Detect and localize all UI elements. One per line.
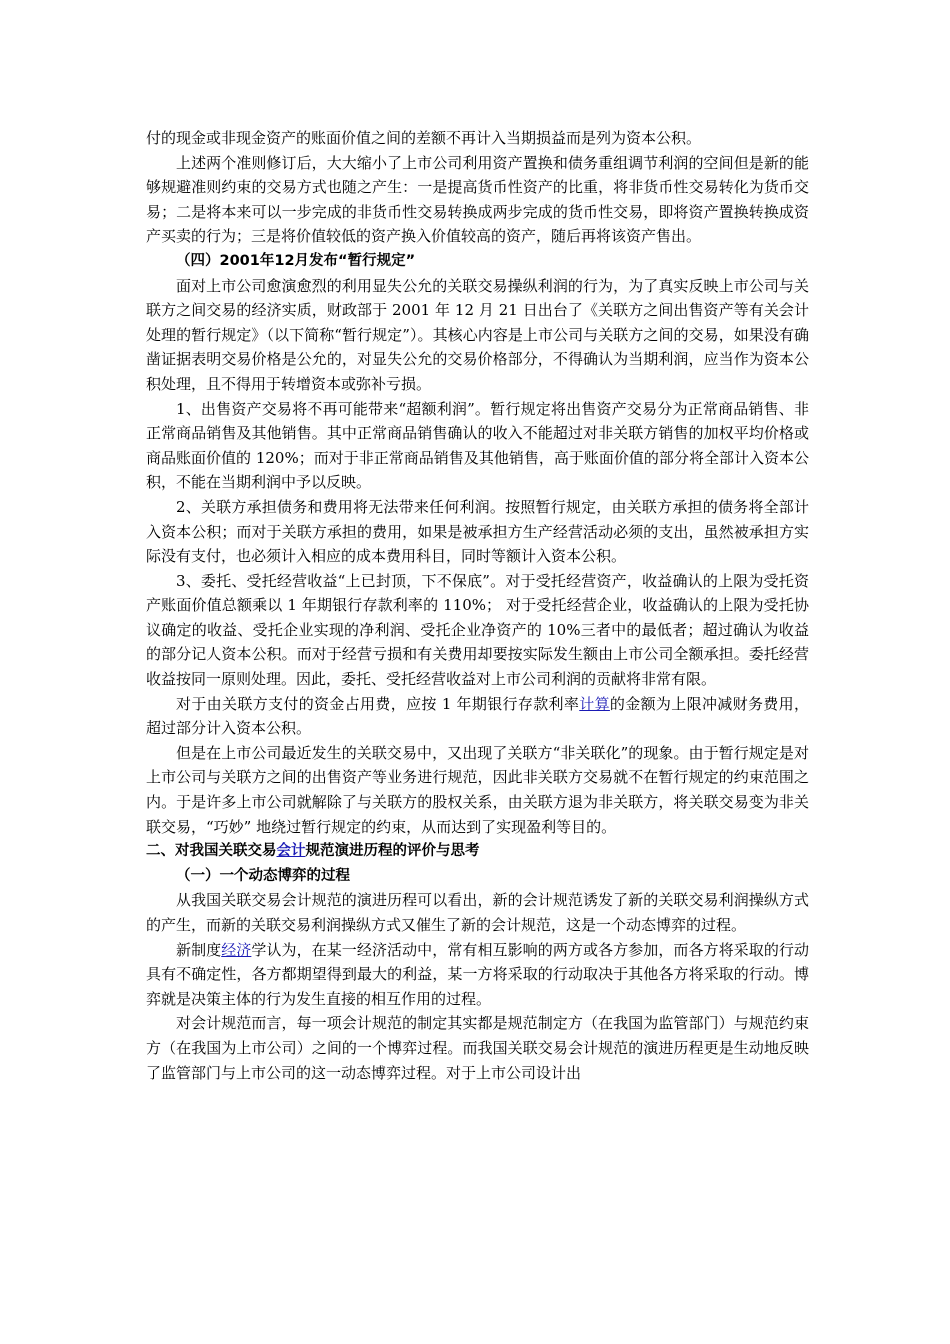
- section-heading-4: （四）2001年12月发布“暂行规定”: [176, 252, 416, 269]
- paragraph-regulation-game: 对会计规范而言，每一项会计规范的制定其实都是规范制定方（在我国为监管部门）与规范约束方（在我国为上市公司）之间的一个博弈过程。而我国关联交易会计规范的演进历程更是生动地反映了监管部门与上市公司的这一动态博弈过程。对于上市公司设计出: [146, 1014, 809, 1082]
- link-calculate[interactable]: 计算: [579, 694, 610, 713]
- heading-fragment: 规范演进历程的评价与思考: [305, 843, 480, 860]
- document-page: [146, 126, 809, 1085]
- paragraph-institutional-economics: [146, 938, 809, 1012]
- paragraph-continuation: 付的现金或非现金资产的账面价值之间的差额不再计入当期损益而是列为资本公积。: [146, 129, 702, 147]
- paragraph-dynamic-game: 从我国关联交易会计规范的演进历程可以看出，新的会计规范诱发了新的关联交易利润操纵方式的产生，而新的关联交易利润操纵方式又催生了新的会计规范，这是一个动态博弈的过程。: [146, 891, 809, 934]
- text-fragment: 新制度: [176, 940, 222, 959]
- paragraph-standards-revision: 上述两个准则修订后，大大缩小了上市公司利用资产置换和债务重组调节利润的空间但是新的能够规避准则约束的交易方式也随之产生：一是提高货币性资产的比重，将非货币性交易转化为货币交易；二是将本来可以一步完成的非货币性交易转换成两步完成的货币性交易，即将资产置换转换成资产买卖的行为；三是将价值较低的资产换入价值较高的资产，随后再将该资产售出。: [146, 153, 809, 246]
- section-heading-1: （一）一个动态博弈的过程: [176, 867, 350, 884]
- text-fragment: 对于由关联方支付的资金占用费，应按 1 年期银行存款利率: [176, 694, 580, 713]
- paragraph-capital-fee: [146, 692, 809, 741]
- paragraph-point-2: 2、关联方承担债务和费用将无法带来任何利润。按照暂行规定，由关联方承担的债务将全部计入资本公积；而对于关联方承担的费用，如果是被承担方生产经营活动必须的支出，虽然被承担方实际没有支付，也必须计入相应的成本费用科目，同时等额计入资本公积。: [146, 497, 809, 566]
- paragraph-point-3: 3、委托、受托经营收益“上已封顶，下不保底”。对于受托经营资产，收益确认的上限为受托资产账面价值总额乘以 1 年期银行存款利率的 110%； 对于受托经营企业，收益确认的上限为受托协议确定的收益、受托企业实现的净利润、受托企业净资产的 10%三者中的最低者；超过确认为收益的部分记人资本公积。而对于经营亏损和有关费用却要按实际发生额由上市公司全额承担。委托经营收益按同一原则处理。因此，委托、受托经营收益对上市公司利润的贡献将非常有限。: [146, 571, 809, 689]
- paragraph-non-related: 但是在上市公司最近发生的关联交易中，又出现了关联方“非关联化”的现象。由于暂行规定是对上市公司与关联方之间的出售资产等业务进行规范，因此非关联方交易就不在暂行规定的约束范围之内。于是许多上市公司就解除了与关联方的股权关系，由关联方退为非关联方，将关联交易变为非关联交易，“巧妙” 地绕过暂行规定的约束，从而达到了实现盈利等目的。: [146, 743, 809, 836]
- paragraph-point-1: 1、出售资产交易将不再可能带来“超额利润”。暂行规定将出售资产交易分为正常商品销售、非正常商品销售及其他销售。其中正常商品销售确认的收入不能超过对非关联方销售的加权平均价格或商品账面价值的 120%；而对于非正常商品销售及其他销售，高于账面价值的部分将全部计入资本公积，不能在当期利润中予以反映。: [146, 399, 809, 492]
- text-fragment: 学认为，在某一经济活动中，常有相互影响的两方或各方参加，而各方将采取的行动具有不确定性，各方都期望得到最大的利益，某一方将采取的行动取决于其他各方将采取的行动。博弈就是决策主体的行为发生直接的相互作用的过程。: [146, 940, 809, 1008]
- link-accounting[interactable]: 会计: [276, 843, 306, 860]
- paragraph-interim-regulation: 面对上市公司愈演愈烈的利用显失公允的关联交易操纵利润的行为，为了真实反映上市公司与关联方之间交易的经济实质，财政部于 2001 年 12 月 21 日出台了《关联方之间出售资产等有关会计处理的暂行规定》（以下简称“暂行规定”）。其核心内容是上市公司与关联方之间的交易，如果没有确凿证据表明交易价格是公允的，对显失公允的交易价格部分，不得确认为当期利润，应当作为资本公积处理，且不得用于转增资本或弥补亏损。: [146, 276, 809, 393]
- text-fragment: 的金额为上限冲减财务费用，超过部分计入资本公积。: [146, 694, 809, 738]
- heading-fragment: 二、对我国关联交易: [146, 843, 277, 860]
- chapter-heading-2: [146, 839, 809, 864]
- link-economics[interactable]: 经济: [221, 940, 252, 959]
